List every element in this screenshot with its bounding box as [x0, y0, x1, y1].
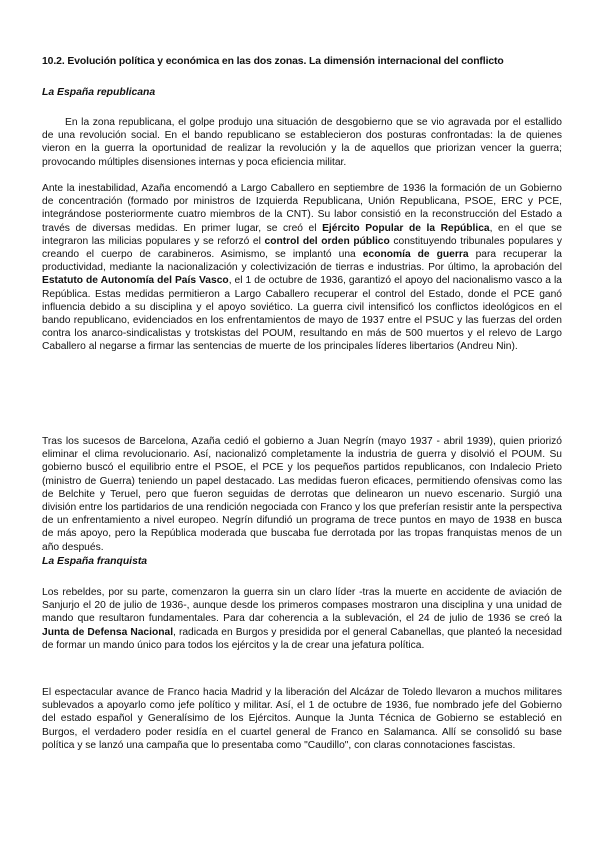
bold-term: economía de guerra — [362, 249, 469, 261]
text-run: En la zona republicana, el golpe produjo una situación de desgobierno que se vio agravada por el estallido de una revolución social. En el bando republicano se establecieron dos posturas confrontadas: la de quienes vieron en la guerra la oportunidad de realizar la revolución y la de aquellos que priorizan vencer la guerra; provocando múltiples disensiones internas y poca eficiencia militar. — [42, 117, 562, 168]
paragraph-republicana-1 — [42, 116, 562, 169]
text-run: , en el que se integraron las milicias populares y se reforzó el — [42, 222, 562, 247]
text-run: , el 1 de octubre de 1936, garantizó el apoyo del nacionalismo vasco a la República. Estas medidas permitieron a Largo Caballero recuperar el control del Estado, donde el PCE ganó influencia debido a su disciplina y el apoyo soviético. La guerra civil intensificó los conflictos ideológicos en el bando republicano, evidenciados en los enfrentamientos de mayo de 1937 entre el PSUC y las fuerzas del orden contra los anarco-sindicalistas y trotskistas del POUM, resultando en más de 500 muertos y el relevo de Largo Caballero al negarse a firmar las sentencias de muerte de los principales líderes libertarios (Andreu Nin). — [42, 275, 562, 353]
paragraph-republicana-3 — [42, 435, 562, 554]
section-heading-franquista: La España franquista — [42, 556, 148, 567]
paragraph-republicana-2 — [42, 182, 562, 354]
bold-term: Ejército Popular de la República — [322, 222, 490, 234]
text-run: , radicada en Burgos y presidida por el general Cabanellas, que planteó la necesidad de formar un mando único para todos los ejércitos y la de crear una jefatura política. — [42, 626, 562, 651]
paragraph-franquista-2 — [42, 686, 562, 752]
text-run: Los rebeldes, por su parte, comenzaron la guerra sin un claro líder -tras la muerte en accidente de aviación de Sanjurjo el 20 de julio de 1936-, aunque desde los primeros compases mostraron una disciplina y una unidad de mando que resultaron fundamentales. Para dar coherencia a la sublevación, el 24 de julio de 1936 se creó la — [42, 587, 562, 625]
page-title: 10.2. Evolución política y económica en las dos zonas. La dimensión internacional del conflicto — [42, 56, 504, 67]
bold-term: control del orden público — [264, 235, 390, 247]
bold-term: Junta de Defensa Nacional — [42, 626, 174, 638]
text-run: para recuperar la productividad, mediante la nacionalización y colectivización de tierras e industrias. Por último, la aprobación del — [42, 249, 563, 274]
text-run: El espectacular avance de Franco hacia Madrid y la liberación del Alcázar de Toledo llevaron a muchos militares sublevados a apoyarlo como jefe político y militar. Así, el 1 de octubre de 1936, fue nombrado jefe del Gobierno del estado español y Generalísimo de los Ejércitos. Aunque la Junta Técnica de Gobierno se estableció en Burgos, el verdadero poder residía en el cuartel general de Franco en Salamanca. Allí se consolidó su base política y se lanzó una campaña que lo presentaba como "Caudillo", con claras connotaciones fascistas. — [42, 687, 562, 751]
paragraph-franquista-1 — [42, 586, 562, 652]
text-run: Tras los sucesos de Barcelona, Azaña cedió el gobierno a Juan Negrín (mayo 1937 - abril 1939), quien priorizó eliminar el clima revolucionario. Así, nacionalizó completamente la industria de guerra y disolvió el POUM. Su gobierno buscó el equilibrio entre el PSOE, el PCE y los pequeños partidos republicanos, con Indalecio Prieto (ministro de Guerra) teniendo un papel destacado. Las medidas fueron eficaces, permitiendo ofensivas como las de Belchite y Teruel, pero que fueron seguidas de derrotas que delinearon un nuevo escenario. Surgió una división entre los partidarios de una rendición negociada con Franco y los que preferían resistir ante la perspectiva de un enfrentamiento a nivel europeo. Negrín difundió un programa de trece puntos en mayo de 1938 en busca de más apoyo, pero la República moderada que buscaba fue derrotada por las tropas franquistas menos de un año después. — [42, 436, 562, 553]
section-heading-republicana: La España republicana — [42, 87, 156, 98]
text-run: constituyendo tribunales populares y creando el cuerpo de carabineros. Asimismo, se implantó una — [42, 235, 562, 261]
bold-term: Estatuto de Autonomía del País Vasco — [42, 275, 229, 287]
text-run: Ante la inestabilidad, Azaña encomendó a Largo Caballero en septiembre de 1936 la formación de un Gobierno de concentración (formado por ministros de Izquierda Republicana, Unión Republicana, PSOE, ERC y PCE, integrándose posteriormente cuatro miembros de la CNT). Su labor consistió en la reconstrucción del Estado a través de diversas medidas. En primer lugar, se creó el — [42, 183, 562, 234]
